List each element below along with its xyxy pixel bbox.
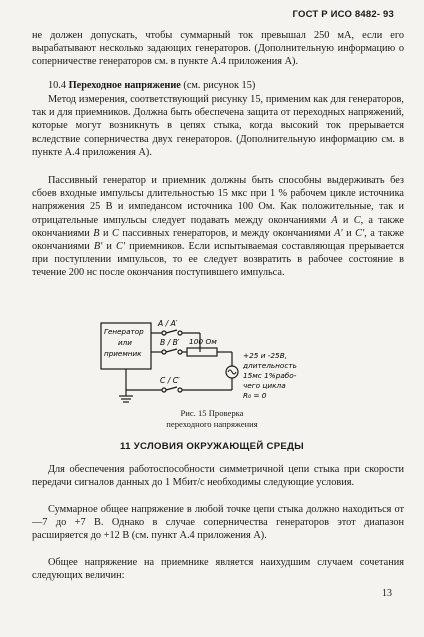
paragraph-measurement-method: Метод измерения, соответствующий рисунку 15, применим как для генераторов, так и для приемников. Должна быть обеспечена защита от переходных напряжений, которые могут возникнуть в цепях стыка, когда высокий ток прерывается вследствие соперничества двух генераторов. (Дополнительную информацию см. в пункте А.4 приложения А). <box>32 94 404 158</box>
section-figure-ref: (см. рисунок 15) <box>180 80 256 91</box>
note-voltage: +25 и -25В, <box>243 351 288 360</box>
terminal-b <box>162 350 166 354</box>
standard-code-header: ГОСТ Р ИСО 8482- 93 <box>292 9 394 20</box>
label-b: B / B′ <box>160 338 180 347</box>
note-cycle: чего цикла <box>243 381 286 390</box>
box-label-3: приемник <box>104 349 142 358</box>
paragraph-passive-generator: Пассивный генератор и приемник должны быть способны выдерживать без сбоев входные импульсы длительностью 15 мкс при 1 % рабочем цикле источника напряжения 25 В и импедансом источника 100 Ом. Как положительные, так и отрицательные импульсы следует подавать между окончаниями A и C, а также окончаниями B и C пассивных генераторов, и между окончаниями A′ и C′, а также окончаниями B′ и C′ приемников. Если испытываемая составляющая прерывается при поступлении импульсов, то ее следует возвратить в рабочее состояние в течение 200 нс после окончания поступившего импульса. <box>32 175 404 279</box>
note-duration: длительность <box>243 361 297 370</box>
resistor <box>187 348 217 356</box>
box-label-2: или <box>118 338 132 347</box>
section-title: Переходное напряжение <box>68 80 181 91</box>
label-a: A / A′ <box>158 319 178 328</box>
paragraph-current-limit: не должен допускать, чтобы суммарный ток превышал 250 мА, если его вырабатывают несколько задающих генераторов. (Дополнительную информацию о соперничестве генераторов см. в пункте А.4 приложения А). <box>32 30 404 68</box>
resistor-label: 100 Ом <box>189 337 217 346</box>
terminal-a <box>162 331 166 335</box>
figure-caption-line2: переходного напряжения <box>166 419 258 429</box>
figure-caption-line1: Рис. 15 Проверка <box>180 408 244 418</box>
section-number: 10.4 <box>48 80 67 91</box>
box-label-1: Генератор <box>104 327 144 336</box>
terminal-c <box>162 388 166 392</box>
section-11-heading: 11 УСЛОВИЯ ОКРУЖАЮЩЕЙ СРЕДЫ <box>120 441 304 452</box>
label-c: C / C′ <box>160 376 180 385</box>
paragraph-common-voltage: Суммарное общее напряжение в любой точке цепи стыка должно находиться от —7 до +7 В. Однако в случае соперничества генераторов этот диапазон расширяется до +12 В (см. пункт А.4 приложения А). <box>32 504 404 542</box>
page-number: 13 <box>382 588 392 599</box>
paragraph-worst-case: Общее напряжение на приемнике является наихудшим случаем сочетания следующих величин: <box>32 557 404 582</box>
paragraph-conditions: Для обеспечения работоспособности симметричной цепи стыка при скорости передачи сигналов данных до 1 Мбит/с необходимы следующие условия. <box>32 464 404 489</box>
note-pulse: 15мс 1%рабо- <box>243 371 297 380</box>
note-r0: R₀ = 0 <box>243 391 267 400</box>
